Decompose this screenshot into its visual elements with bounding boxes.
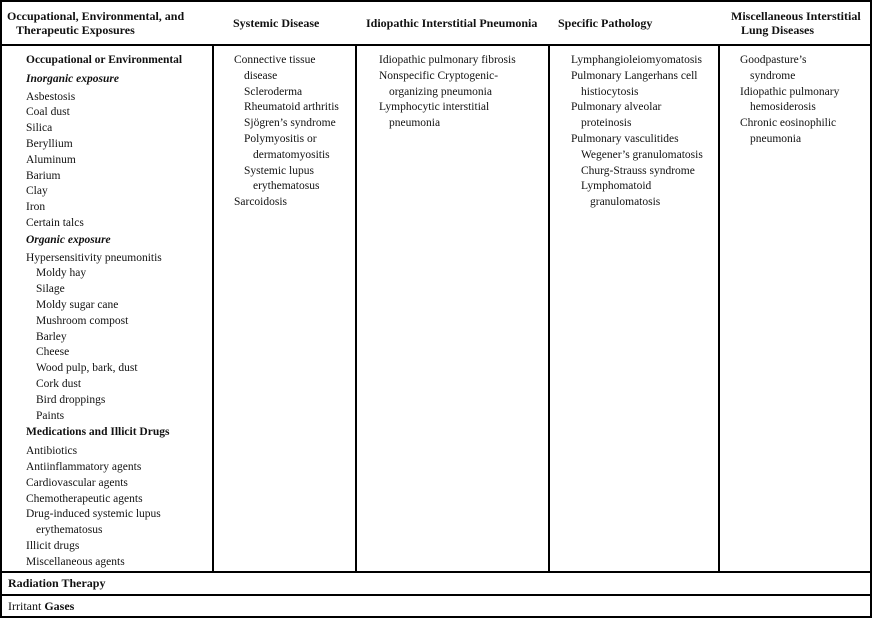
column-body-systemic-disease xyxy=(214,46,357,571)
irritant-label: Irritant xyxy=(8,598,42,613)
column-body-specific-pathology xyxy=(550,46,720,571)
list-item: syndrome xyxy=(750,69,796,82)
list-item: Inorganic exposure xyxy=(26,72,119,85)
list-item: Medications and Illicit Drugs xyxy=(26,426,170,439)
list-item: Moldy hay xyxy=(36,267,87,280)
list-item: Asbestosis xyxy=(26,90,76,103)
list-item: Illicit drugs xyxy=(26,539,80,552)
list-item: Idiopathic pulmonary xyxy=(740,85,840,98)
list-item: organizing pneumonia xyxy=(389,85,492,98)
list-item: Drug-induced systemic lupus xyxy=(26,508,161,521)
gases-label: Gases xyxy=(44,598,75,613)
radiation-therapy-row xyxy=(2,573,870,596)
list-item: Barley xyxy=(36,330,67,343)
column-body-idiopathic-interstitial-pneumonia xyxy=(357,46,550,571)
list-item: Cork dust xyxy=(36,377,82,390)
irritant-gases-row xyxy=(2,596,870,616)
table-header-row xyxy=(2,2,870,46)
column-header-text: Occupational, Environmental, and xyxy=(7,9,185,23)
list-item: Connective tissue xyxy=(234,54,316,66)
list-item: Silica xyxy=(26,122,53,135)
list-item: Sjögren’s syndrome xyxy=(244,117,336,130)
list-item: Mushroom compost xyxy=(36,314,129,327)
table-body-row xyxy=(2,46,870,573)
list-item: Pulmonary Langerhans cell xyxy=(571,69,698,82)
list-item: Wood pulp, bark, dust xyxy=(36,362,138,375)
list-item: erythematosus xyxy=(36,524,103,537)
list-item: pneumonia xyxy=(750,132,802,145)
column-header-text: Therapeutic Exposures xyxy=(16,23,135,37)
list-item: Sarcoidosis xyxy=(234,196,288,209)
list-item: Lymphangioleiomyomatosis xyxy=(571,54,702,66)
list-item: hemosiderosis xyxy=(750,101,816,114)
list-item: Pulmonary vasculitides xyxy=(571,132,679,145)
list-item: Certain talcs xyxy=(26,216,84,229)
list-item: Antibiotics xyxy=(26,445,78,458)
list-item: erythematosus xyxy=(253,180,320,193)
list-item: Churg-Strauss syndrome xyxy=(581,164,695,177)
list-item: granulomatosis xyxy=(590,196,661,209)
list-item: Paints xyxy=(36,409,65,422)
list-item: Miscellaneous agents xyxy=(26,555,125,568)
list-item: Beryllium xyxy=(26,137,73,150)
list-item: Iron xyxy=(26,201,46,214)
column-header-miscellaneous xyxy=(720,2,870,44)
list-item: Cardiovascular agents xyxy=(26,476,128,489)
list-item: Occupational or Environmental xyxy=(26,54,183,66)
radiation-therapy-label: Radiation Therapy xyxy=(8,576,106,590)
list-item: Lymphocytic interstitial xyxy=(379,101,490,114)
list-item: pneumonia xyxy=(389,117,441,130)
column-body-miscellaneous xyxy=(720,46,870,571)
list-item: Lymphomatoid xyxy=(581,180,652,193)
column-header-exposures xyxy=(2,2,214,44)
column-header-idiopathic-interstitial-pneumonia xyxy=(357,2,550,44)
list-item: histiocytosis xyxy=(581,85,639,98)
list-item: Organic exposure xyxy=(26,233,111,246)
list-item: Aluminum xyxy=(26,153,76,166)
list-item: disease xyxy=(244,69,278,82)
list-item: Rheumatoid arthritis xyxy=(244,101,339,114)
list-item: Scleroderma xyxy=(244,85,303,98)
list-item: Idiopathic pulmonary fibrosis xyxy=(379,54,516,66)
column-header-text: Idiopathic Interstitial Pneumonia xyxy=(366,16,538,30)
list-item: Antiinflammatory agents xyxy=(26,460,142,473)
list-item: Goodpasture’s xyxy=(740,54,807,66)
list-item: proteinosis xyxy=(581,117,632,130)
list-item: dermatomyositis xyxy=(253,148,330,161)
column-header-specific-pathology xyxy=(550,2,720,44)
list-item: Hypersensitivity pneumonitis xyxy=(26,251,162,264)
column-header-text: Systemic Disease xyxy=(233,16,320,30)
list-item: Nonspecific Cryptogenic- xyxy=(379,69,499,82)
column-header-text: Lung Diseases xyxy=(741,23,815,37)
list-item: Bird droppings xyxy=(36,393,106,406)
list-item: Moldy sugar cane xyxy=(36,298,119,311)
list-item: Clay xyxy=(26,185,48,198)
list-item: Wegener’s granulomatosis xyxy=(581,148,703,161)
column-header-text: Specific Pathology xyxy=(558,16,653,30)
column-header-text: Miscellaneous Interstitial xyxy=(731,9,861,23)
column-body-exposures xyxy=(2,46,214,571)
list-item: Chronic eosinophilic xyxy=(740,117,837,130)
list-item: Cheese xyxy=(36,346,70,359)
list-item: Coal dust xyxy=(26,106,70,119)
list-item: Polymyositis or xyxy=(244,132,317,145)
list-item: Silage xyxy=(36,283,65,296)
list-item: Systemic lupus xyxy=(244,164,314,177)
list-item: Pulmonary alveolar xyxy=(571,101,662,114)
list-item: Barium xyxy=(26,169,61,182)
list-item: Chemotherapeutic agents xyxy=(26,492,143,505)
column-header-systemic-disease xyxy=(214,2,357,44)
